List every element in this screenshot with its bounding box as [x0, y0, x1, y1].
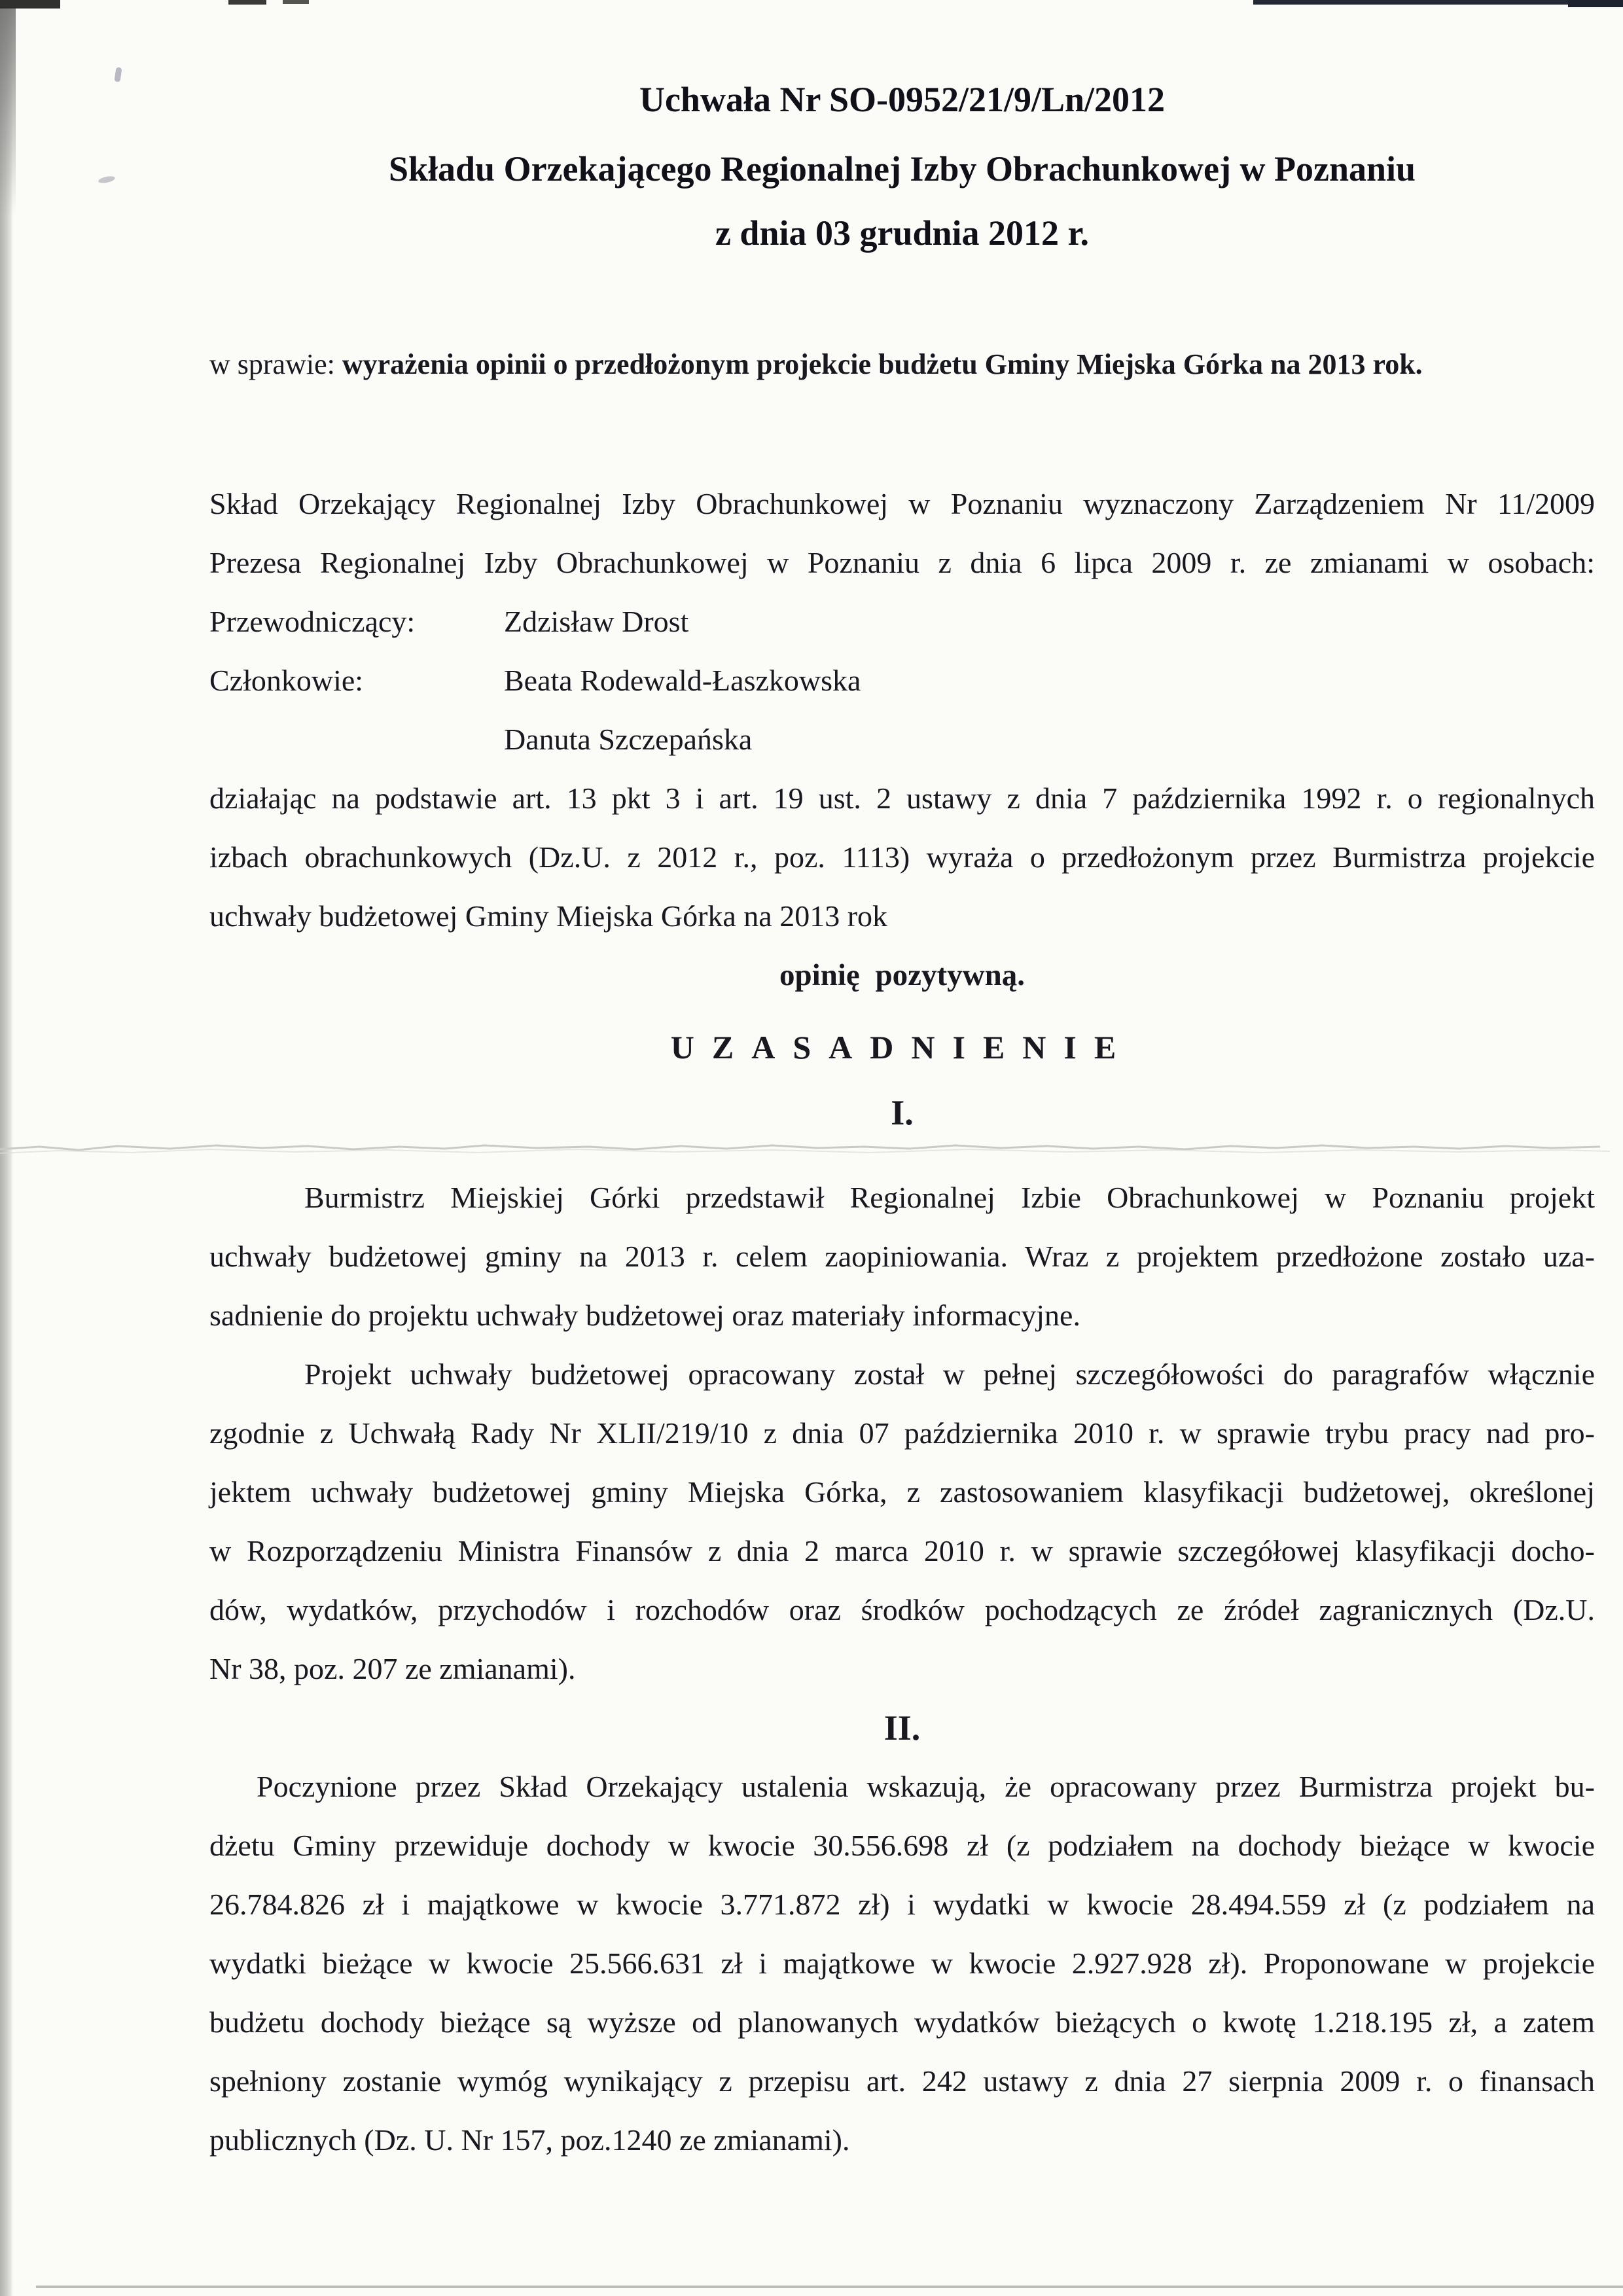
panel-member-row [209, 710, 1595, 769]
section2-paragraph-line: spełniony zostanie wymóg wynikający z przepisu art. 242 ustawy z dnia 27 sierpnia 2009 r. o finansach [209, 2064, 1595, 2098]
section1-paragraph2-line: dów, wydatków, przychodów i rozchodów oraz środków pochodzących ze źródeł zagranicznych (Dz.U. [209, 1593, 1595, 1626]
section-numeral-2: II. [883, 1708, 921, 1748]
section1-paragraph1-line: Burmistrz Miejskiej Górki przedstawił Regionalnej Izbie Obrachunkowej w Poznaniu projekt [304, 1181, 1595, 1214]
scan-bottom-page-edge-line [36, 2286, 1623, 2288]
section2-paragraph-line: publicznych (Dz. U. Nr 157, poz.1240 ze zmianami). [209, 2123, 850, 2157]
document-title-number: Uchwała Nr SO-0952/21/9/Ln/2012 [639, 80, 1166, 119]
scan-top-edge-mark [228, 0, 266, 5]
scan-top-edge-mark [283, 0, 309, 4]
panel-chairman-row [209, 592, 1595, 651]
members-label: Członkowie: [209, 664, 364, 697]
panel-intro-line: Skład Orzekający Regionalnej Izby Obrachunkowej w Poznaniu wyznaczony Zarządzeniem Nr 11/2009 [209, 487, 1595, 520]
section1-paragraph1-line: uchwały budżetowej gminy na 2013 r. celem zaopiniowania. Wraz z projektem przedłożone zostało uza- [209, 1240, 1595, 1273]
scan-speck [98, 175, 115, 184]
section2-paragraph-line: dżetu Gminy przewiduje dochody w kwocie 30.556.698 zł (z podziałem na dochody bieżące w kwocie [209, 1829, 1595, 1862]
member-name: Beata Rodewald-Łaszkowska [504, 664, 861, 697]
scan-fold-crease [0, 1140, 1623, 1157]
section2-paragraph-line: budżetu dochody bieżące są wyższe od planowanych wydatków bieżących o kwotę 1.218.195 zł, a zatem [209, 2005, 1595, 2039]
subject-prefix: w sprawie: [209, 348, 342, 380]
document-title-issuer: Składu Orzekającego Regionalnej Izby Obrachunkowej w Poznaniu [388, 149, 1416, 188]
scan-top-left-corner-mark [0, 0, 60, 9]
legal-basis-line: uchwały budżetowej Gminy Miejska Górka na 2013 rok [209, 899, 888, 933]
member-name: Danuta Szczepańska [504, 723, 753, 756]
section1-paragraph2-line: Nr 38, poz. 207 ze zmianami). [209, 1652, 576, 1685]
panel-member-row [209, 651, 1595, 710]
chairman-label: Przewodniczący: [209, 605, 416, 638]
scan-left-edge-dark-top [0, 0, 16, 216]
opinion-statement: opinię pozytywną. [779, 958, 1025, 992]
section-numeral-1: I. [891, 1093, 914, 1132]
section1-paragraph2-line: jektem uchwały budżetowej gminy Miejska Górka, z zastosowaniem klasyfikacji budżetowej, określonej [209, 1475, 1595, 1509]
section1-paragraph2-line: w Rozporządzeniu Ministra Finansów z dnia 2 marca 2010 r. w sprawie szczegółowej klasyfikacji docho- [209, 1534, 1595, 1568]
legal-basis-line: działając na podstawie art. 13 pkt 3 i art. 19 ust. 2 ustawy z dnia 7 października 1992 r. o regionalnych [209, 781, 1595, 815]
section1-paragraph2-line: zgodnie z Uchwałą Rady Nr XLII/219/10 z dnia 07 października 2010 r. w sprawie trybu pracy nad pro- [209, 1416, 1595, 1450]
legal-basis-line: izbach obrachunkowych (Dz.U. z 2012 r., poz. 1113) wyraża o przedłożonym przez Burmistrza projekcie [209, 840, 1595, 874]
members-label-spacer [209, 710, 504, 769]
document-title-date: z dnia 03 grudnia 2012 r. [715, 213, 1090, 253]
scan-speck [115, 67, 122, 82]
section1-paragraph2-line: Projekt uchwały budżetowej opracowany został w pełnej szczegółowości do paragrafów włącznie [304, 1357, 1595, 1391]
section2-paragraph-line: wydatki bieżące w kwocie 25.566.631 zł i majątkowe w kwocie 2.927.928 zł). Proponowane w projekcie [209, 1946, 1595, 1980]
section1-paragraph1-line: sadnienie do projektu uchwały budżetowej oraz materiały informacyjne. [209, 1299, 1080, 1332]
panel-intro-line: Prezesa Regionalnej Izby Obrachunkowej w Poznaniu z dnia 6 lipca 2009 r. ze zmianami w osobach: [209, 546, 1595, 579]
justification-heading: UZASADNIENIE [670, 1029, 1134, 1066]
subject-text: wyrażenia opinii o przedłożonym projekcie budżetu Gminy Miejska Górka na 2013 rok. [342, 348, 1423, 380]
section2-paragraph-line: 26.784.826 zł i majątkowe w kwocie 3.771.872 zł) i wydatki w kwocie 28.494.559 zł (z podziałem na [209, 1888, 1595, 1921]
subject-line [209, 335, 1595, 394]
scan-top-right-corner-mark [1568, 0, 1623, 7]
section2-paragraph-line: Poczynione przez Skład Orzekający ustalenia wskazują, że opracowany przez Burmistrza projekt bu- [257, 1770, 1595, 1803]
chairman-name: Zdzisław Drost [504, 605, 689, 638]
